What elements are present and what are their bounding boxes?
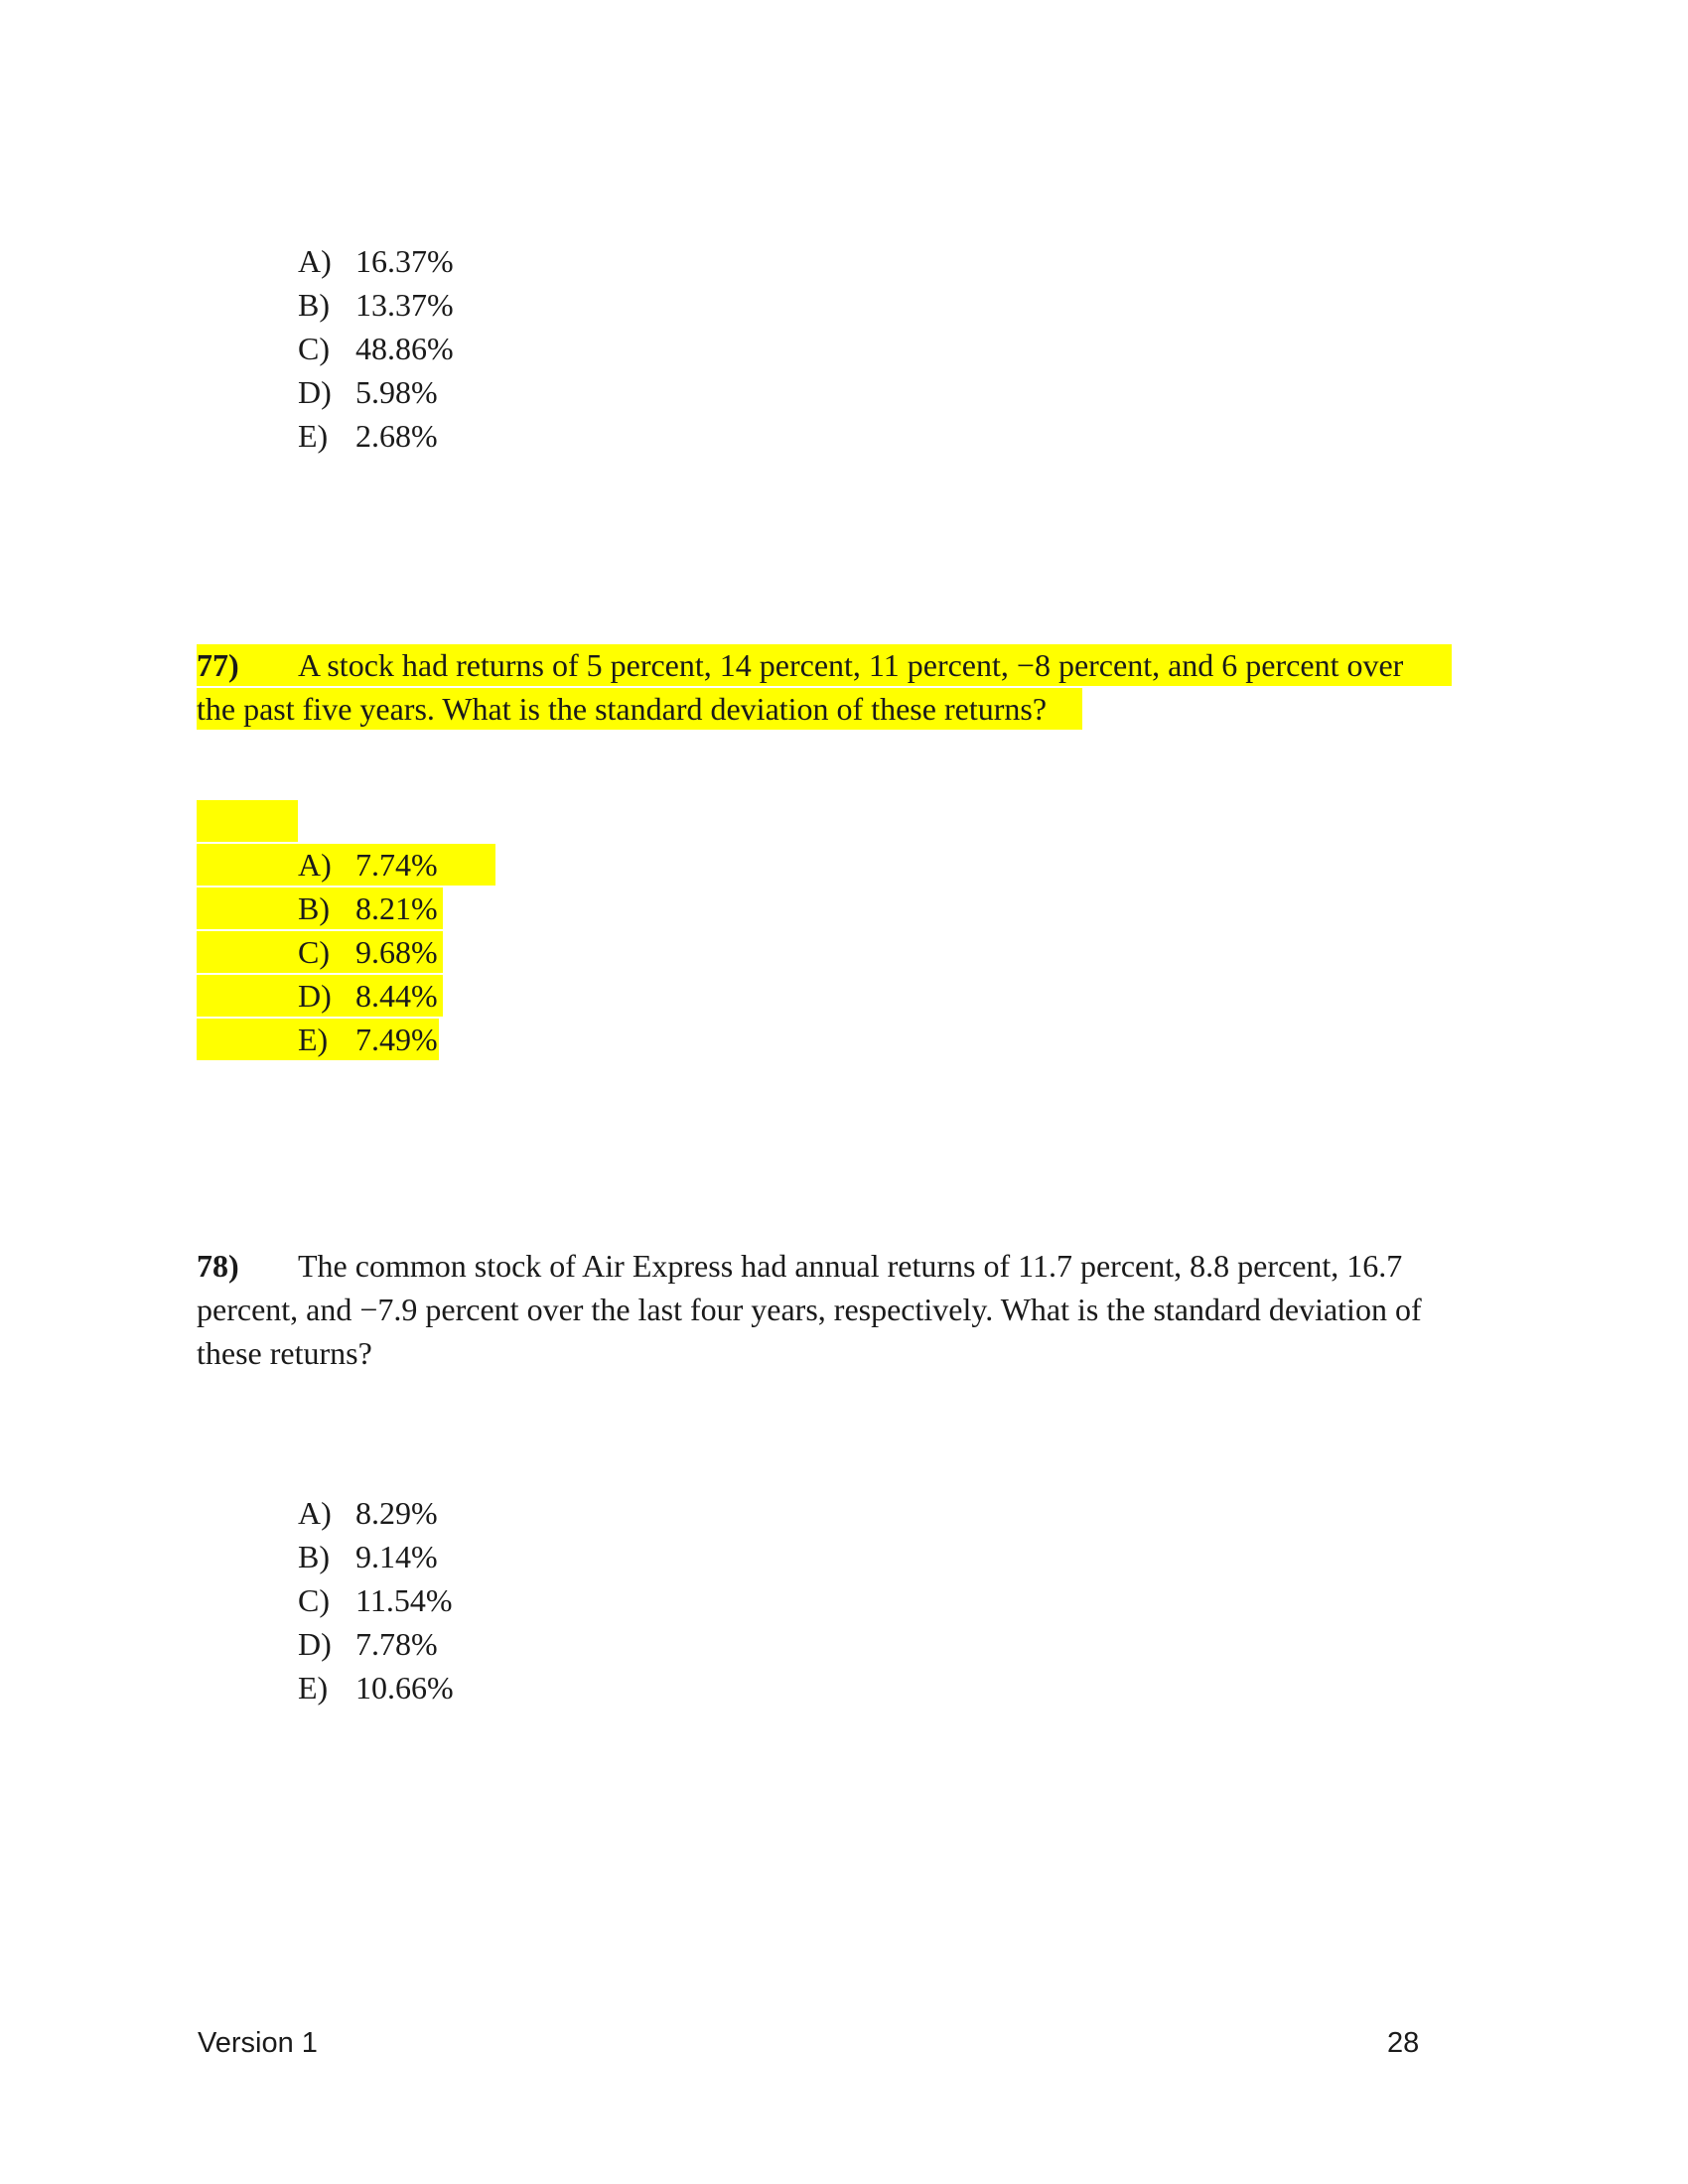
q77-choice-b: B) 8.21% — [298, 890, 438, 926]
footer-page-number: 28 — [1387, 2027, 1420, 2059]
q78-line2: percent, and −7.9 percent over the last four years, respectively. What is the standard deviation of — [197, 1292, 1422, 1327]
prev-choice-b: B) 13.37% — [298, 287, 454, 323]
q78-choice-e: E) 10.66% — [298, 1670, 454, 1706]
q78-choice-b: B) 9.14% — [298, 1539, 438, 1574]
q77-choice-d: D) 8.44% — [298, 978, 438, 1014]
q78-line3: these returns? — [197, 1335, 372, 1371]
q77-choice-e: E) 7.49% — [298, 1022, 438, 1057]
q77-line1: 77) A stock had returns of 5 percent, 14 percent, 11 percent, −8 percent, and 6 percent over — [197, 643, 1403, 687]
q77-line2: the past five years. What is the standard deviation of these returns? — [197, 691, 1048, 727]
prev-choice-a: A) 16.37% — [298, 243, 454, 279]
prev-choice-d: D) 5.98% — [298, 374, 438, 410]
prev-choice-e: E) 2.68% — [298, 418, 438, 454]
q78-choice-d: D) 7.78% — [298, 1626, 438, 1662]
q78-line1: 78) The common stock of Air Express had annual returns of 11.7 percent, 8.8 percent, 16.7 — [197, 1244, 1402, 1288]
q77-highlight-blank — [197, 800, 298, 842]
q77-choice-a: A) 7.74% — [298, 847, 438, 883]
q78-number: 78) — [197, 1248, 239, 1284]
prev-choice-c: C) 48.86% — [298, 331, 454, 366]
q77-number: 77) — [197, 647, 239, 683]
q77-choice-c: C) 9.68% — [298, 934, 438, 970]
q78-choice-a: A) 8.29% — [298, 1495, 438, 1531]
q78-choice-c: C) 11.54% — [298, 1582, 453, 1618]
footer-version: Version 1 — [198, 2027, 318, 2059]
